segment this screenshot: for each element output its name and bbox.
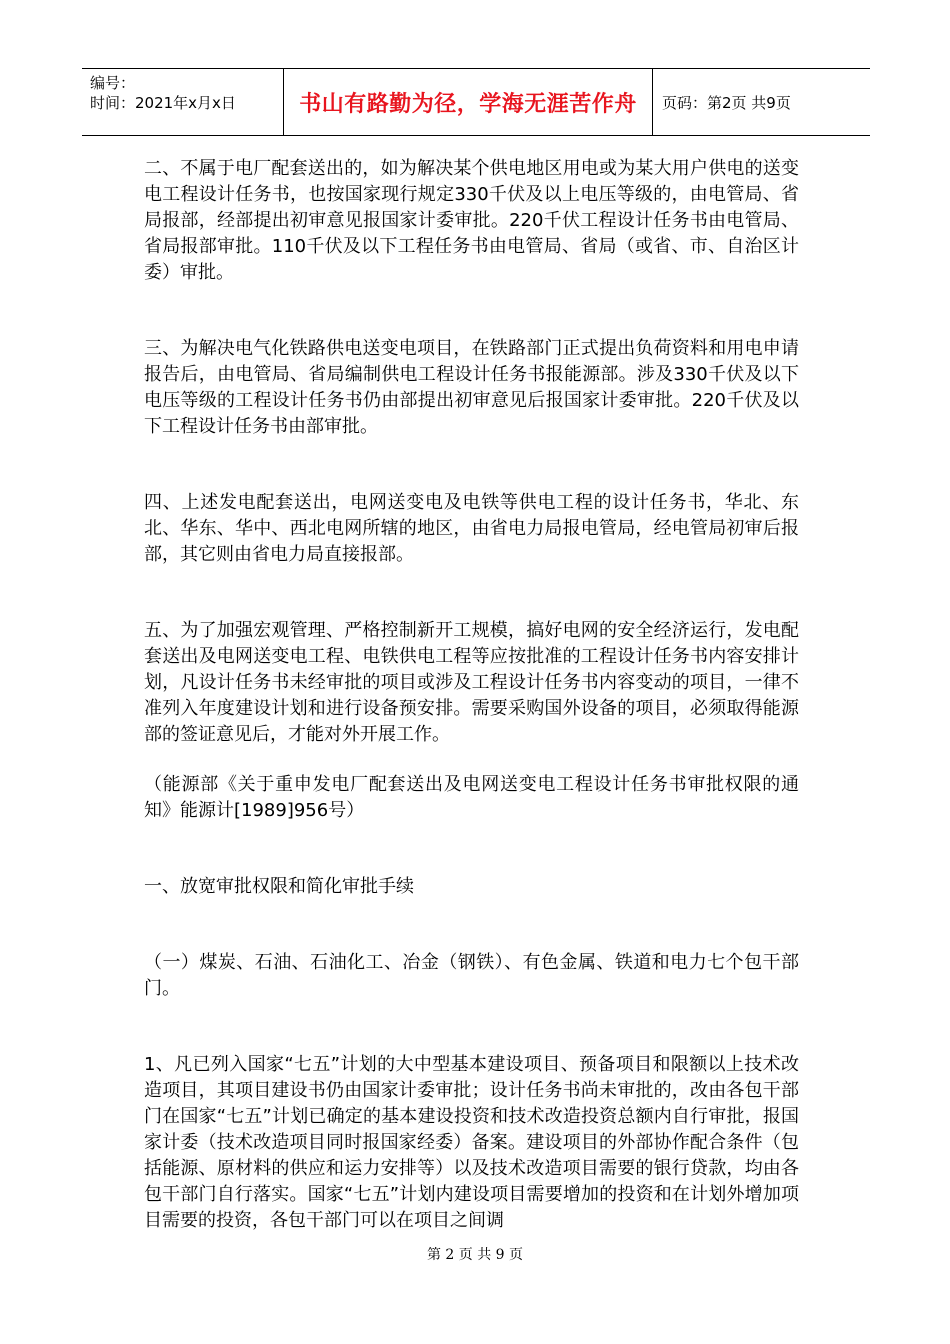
- header-meta: [82, 69, 283, 135]
- document-body: [144, 156, 799, 1234]
- header-motto: 书山有路勤为径，学海无涯苦作舟: [283, 69, 653, 135]
- paragraph: 三、为解决电气化铁路供电送变电项目，在铁路部门正式提出负荷资料和用电申请报告后，由电管局、省局编制供电工程设计任务书报能源部。涉及330千伏及以下电压等级的工程设计任务书仍由部提出初审意见后报国家计委审批。220千伏及以下工程设计任务书由部审批。: [144, 338, 799, 437]
- paragraph: 二、不属于电厂配套送出的，如为解决某个供电地区用电或为某大用户供电的送变电工程设计任务书，也按国家现行规定330千伏及以上电压等级的，由电管局、省局报部，经部提出初审意见报国家计委审批。220千伏工程设计任务书由电管局、省局报部审批。110千伏及以下工程任务书由电管局、省局（或省、市、自治区计委）审批。: [144, 158, 799, 283]
- page-header: [82, 68, 870, 136]
- citation: （能源部《关于重申发电厂配套送出及电网送变电工程设计任务书审批权限的通知》能源计[1989]956号）: [144, 774, 799, 821]
- header-page-info: 页码：第2页 共9页: [662, 93, 791, 112]
- paragraph: 四、上述发电配套送出，电网送变电及电铁等供电工程的设计任务书，华北、东北、华东、华中、西北电网所辖的地区，由省电力局报电管局，经电管局初审后报部，其它则由省电力局直接报部。: [144, 492, 799, 565]
- doc-number-label: 编号：: [90, 74, 136, 92]
- section-heading: 一、放宽审批权限和简化审批手续: [144, 876, 414, 897]
- page-footer: 第 2 页 共 9 页: [426, 1247, 524, 1263]
- subsection-heading: （一）煤炭、石油、石油化工、冶金（钢铁）、有色金属、铁道和电力七个包干部门。: [144, 952, 799, 999]
- paragraph: 1、凡已列入国家“七五”计划的大中型基本建设项目、预备项目和限额以上技术改造项目，其项目建设书仍由国家计委审批；设计任务书尚未审批的，改由各包干部门在国家“七五”计划已确定的基本建设投资和技术改造投资总额内自行审批，报国家计委（技术改造项目同时报国家经委）备案。建设项目的外部协作配合条件（包括能源、原材料的供应和运力安排等）以及技术改造项目需要的银行贷款，均由各包干部门自行落实。国家“七五”计划内建设项目需要增加的投资和在计划外增加项目需要的投资，各包干部门可以在项目之间调: [144, 1054, 799, 1231]
- paragraph: 五、为了加强宏观管理、严格控制新开工规模，搞好电网的安全经济运行，发电配套送出及电网送变电工程、电铁供电工程等应按批准的工程设计任务书内容安排计划，凡设计任务书未经审批的项目或涉及工程设计任务书内容变动的项目，一律不准列入年度建设计划和进行设备预安排。需要采购国外设备的项目，必须取得能源部的签证意见后，才能对外开展工作。: [144, 620, 799, 745]
- date-label: 时间：2021年x月x日: [90, 94, 236, 112]
